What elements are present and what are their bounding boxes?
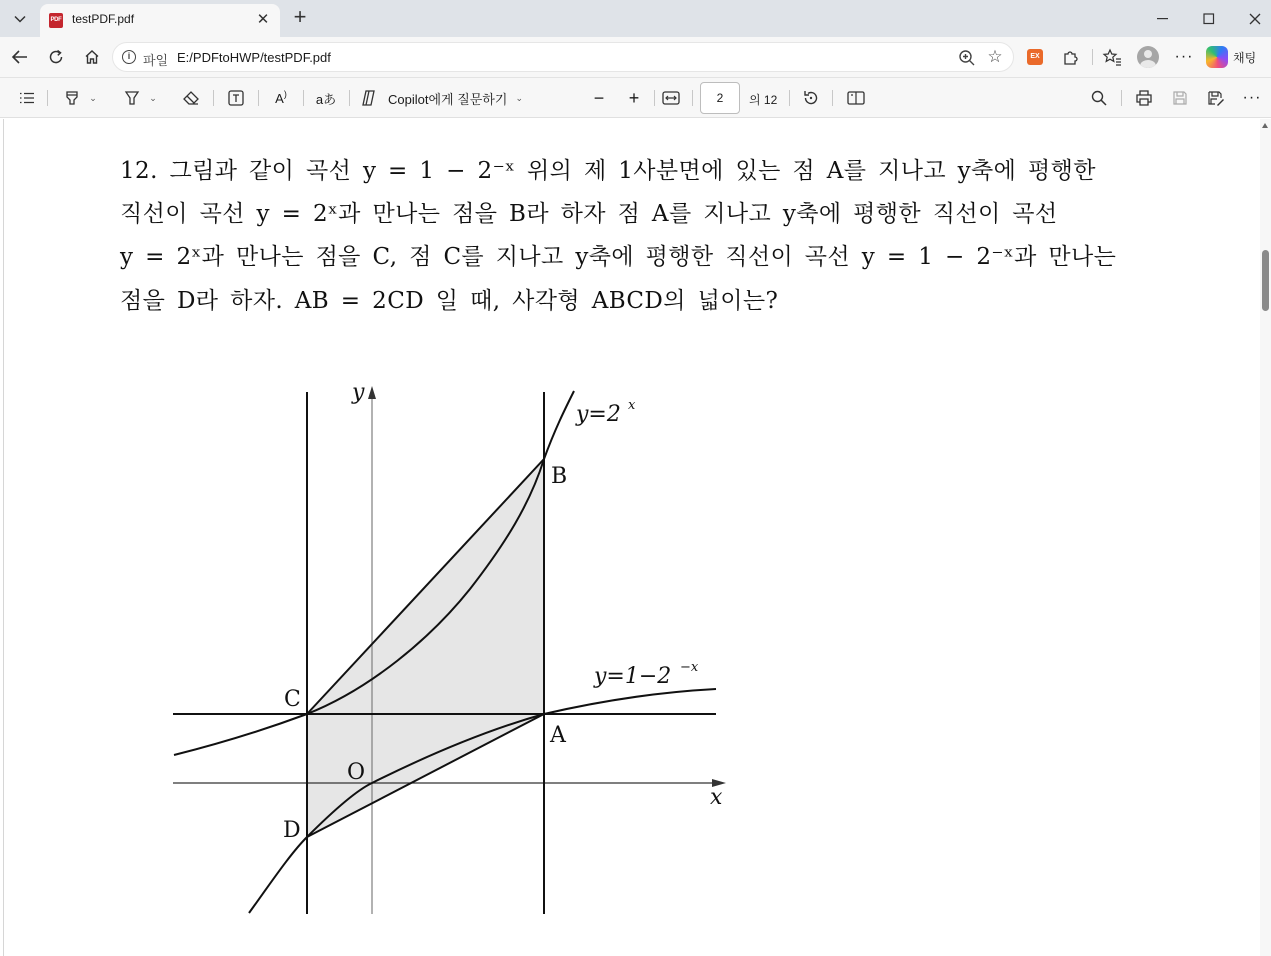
chevron-down-icon: ⌄: [149, 92, 157, 103]
avatar: [1137, 46, 1159, 68]
divider: [832, 90, 833, 106]
page-number-input[interactable]: 2: [700, 82, 740, 114]
copilot-icon: [1206, 46, 1228, 68]
maximize-icon: [1203, 13, 1215, 25]
highlight-button[interactable]: [116, 85, 164, 111]
pen-icon: [123, 89, 141, 107]
print-button[interactable]: [1131, 85, 1157, 111]
y-axis-label: y: [352, 380, 365, 405]
two-page-icon: [847, 90, 865, 106]
read-aloud-icon: A: [275, 90, 284, 106]
page-edge: [3, 119, 4, 956]
save-button[interactable]: [1167, 85, 1193, 111]
list-icon: [19, 92, 35, 104]
point-d-label: D: [283, 818, 301, 843]
read-aloud-button[interactable]: A ): [275, 89, 287, 106]
back-button[interactable]: [5, 42, 35, 72]
fit-width-button[interactable]: [658, 85, 684, 111]
curve-exp-label: y=2: [576, 402, 621, 427]
zoom-out-button[interactable]: [586, 85, 612, 111]
copilot-chat-label: 채팅: [1233, 50, 1257, 65]
tab-title: testPDF.pdf: [72, 12, 135, 26]
chevron-down-icon: [14, 15, 26, 23]
favorites-list-icon: [1102, 48, 1122, 66]
minimize-button[interactable]: [1140, 0, 1186, 37]
close-window-button[interactable]: [1232, 0, 1271, 37]
save-as-button[interactable]: [1203, 85, 1229, 111]
print-icon: [1135, 90, 1153, 106]
pdf-viewer[interactable]: [0, 119, 1271, 956]
contents-button[interactable]: [14, 85, 40, 111]
curve-log-exponent: −x: [680, 660, 699, 675]
home-button[interactable]: [77, 42, 107, 72]
minimize-icon: [1157, 18, 1169, 20]
back-arrow-icon: [11, 49, 29, 65]
settings-more-button[interactable]: [1169, 42, 1199, 72]
copilot-button[interactable]: [1206, 44, 1268, 70]
eraser-icon: [182, 90, 200, 106]
chevron-down-icon: ⌄: [89, 92, 97, 103]
url-text[interactable]: E:/PDFtoHWP/testPDF.pdf: [177, 50, 331, 65]
copilot-ask-button[interactable]: [360, 85, 540, 111]
plus-icon: +: [628, 87, 640, 108]
copilot-ask-label: Copilot에게 질문하기: [388, 91, 508, 107]
home-icon: [84, 49, 100, 65]
zoom-icon[interactable]: [957, 48, 977, 68]
erase-button[interactable]: [178, 85, 204, 111]
x-axis-label: x: [710, 785, 723, 810]
point-c-label: C: [284, 687, 301, 712]
highlighter-icon: [63, 89, 81, 107]
total-pages: 의 12: [749, 93, 778, 107]
divider: [789, 90, 790, 106]
scrollbar-thumb[interactable]: [1262, 250, 1269, 311]
address-bar-row: [0, 37, 1271, 78]
curve-log-label: y=1−2: [594, 664, 672, 689]
divider: [47, 90, 48, 106]
refresh-button[interactable]: [41, 42, 71, 72]
problem-line: 12. 그림과 같이 곡선 y = 1 − 2⁻ˣ 위의 제 1사분면에 있는 점 A를 지나고 y축에 평행한: [120, 158, 1096, 184]
scroll-up-icon[interactable]: [1262, 123, 1268, 128]
profile-button[interactable]: [1133, 42, 1163, 72]
protocol-label: 파일: [143, 53, 169, 68]
rotate-icon: [802, 89, 820, 107]
translate-button[interactable]: [312, 85, 340, 111]
save-icon: [1172, 90, 1188, 106]
find-button[interactable]: [1086, 85, 1112, 111]
save-as-icon: [1207, 90, 1225, 106]
page-view-button[interactable]: [843, 85, 869, 111]
address-field[interactable]: [112, 42, 1014, 72]
tab-actions-menu-button[interactable]: [6, 5, 34, 32]
zoom-in-button[interactable]: [621, 85, 647, 111]
curve-exp-exponent: x: [628, 398, 636, 413]
tab-close-icon[interactable]: ✕: [256, 11, 270, 28]
point-a-label: A: [550, 723, 566, 748]
text-box-icon: [227, 89, 245, 107]
more-options-button[interactable]: [1239, 85, 1265, 111]
divider: [1121, 90, 1122, 106]
minus-icon: −: [593, 87, 605, 108]
divider: [654, 90, 655, 106]
origin-label: O: [347, 760, 366, 785]
tab-strip: [0, 0, 1271, 37]
divider: [213, 90, 214, 106]
divider: [1092, 49, 1093, 65]
more-dots-icon: ···: [1242, 89, 1262, 106]
close-icon: [1249, 13, 1261, 25]
shaded-region: [307, 459, 544, 837]
puzzle-icon: [1062, 48, 1080, 66]
draw-button[interactable]: [56, 85, 104, 111]
search-icon: [1091, 90, 1107, 106]
new-tab-button[interactable]: +: [293, 4, 307, 29]
more-dots-icon: ···: [1174, 48, 1194, 65]
extensions-menu-button[interactable]: [1056, 42, 1086, 72]
translate-icon: aあ: [315, 91, 337, 107]
refresh-icon: [48, 49, 64, 65]
graph-figure: [150, 374, 750, 934]
rotate-button[interactable]: [798, 85, 824, 111]
extension-icon: EX: [1027, 49, 1043, 65]
vertical-scrollbar[interactable]: [1260, 119, 1271, 956]
fit-width-icon: [662, 91, 680, 105]
point-b-label: B: [551, 464, 568, 489]
info-icon[interactable]: i: [122, 50, 136, 64]
pdf-toolbar: [0, 78, 1271, 118]
maximize-button[interactable]: [1186, 0, 1232, 37]
problem-line: 직선이 곡선 y = 2ˣ과 만나는 점을 B라 하자 점 A를 지나고 y축에 평행한 직선이 곡선: [120, 201, 1058, 227]
tab-active[interactable]: [40, 4, 280, 37]
copilot-outline-icon: [360, 89, 380, 107]
pdf-file-icon: PDF: [49, 13, 63, 28]
chevron-down-icon: ⌄: [515, 92, 523, 103]
add-text-button[interactable]: [223, 85, 249, 111]
problem-line: 점을 D라 하자. AB = 2CD 일 때, 사각형 ABCD의 넓이는?: [120, 288, 779, 314]
y-axis-arrow: [368, 386, 376, 399]
favorite-star-icon[interactable]: ☆: [987, 47, 1003, 66]
divider: [692, 90, 693, 106]
problem-line: y = 2ˣ과 만나는 점을 C, 점 C를 지나고 y축에 평행한 직선이 곡선 y = 1 − 2⁻ˣ과 만나는: [120, 244, 1117, 270]
divider: [303, 90, 304, 106]
favorites-button[interactable]: [1097, 42, 1127, 72]
divider: [349, 90, 350, 106]
divider: [258, 90, 259, 106]
extension-button[interactable]: [1020, 42, 1050, 72]
